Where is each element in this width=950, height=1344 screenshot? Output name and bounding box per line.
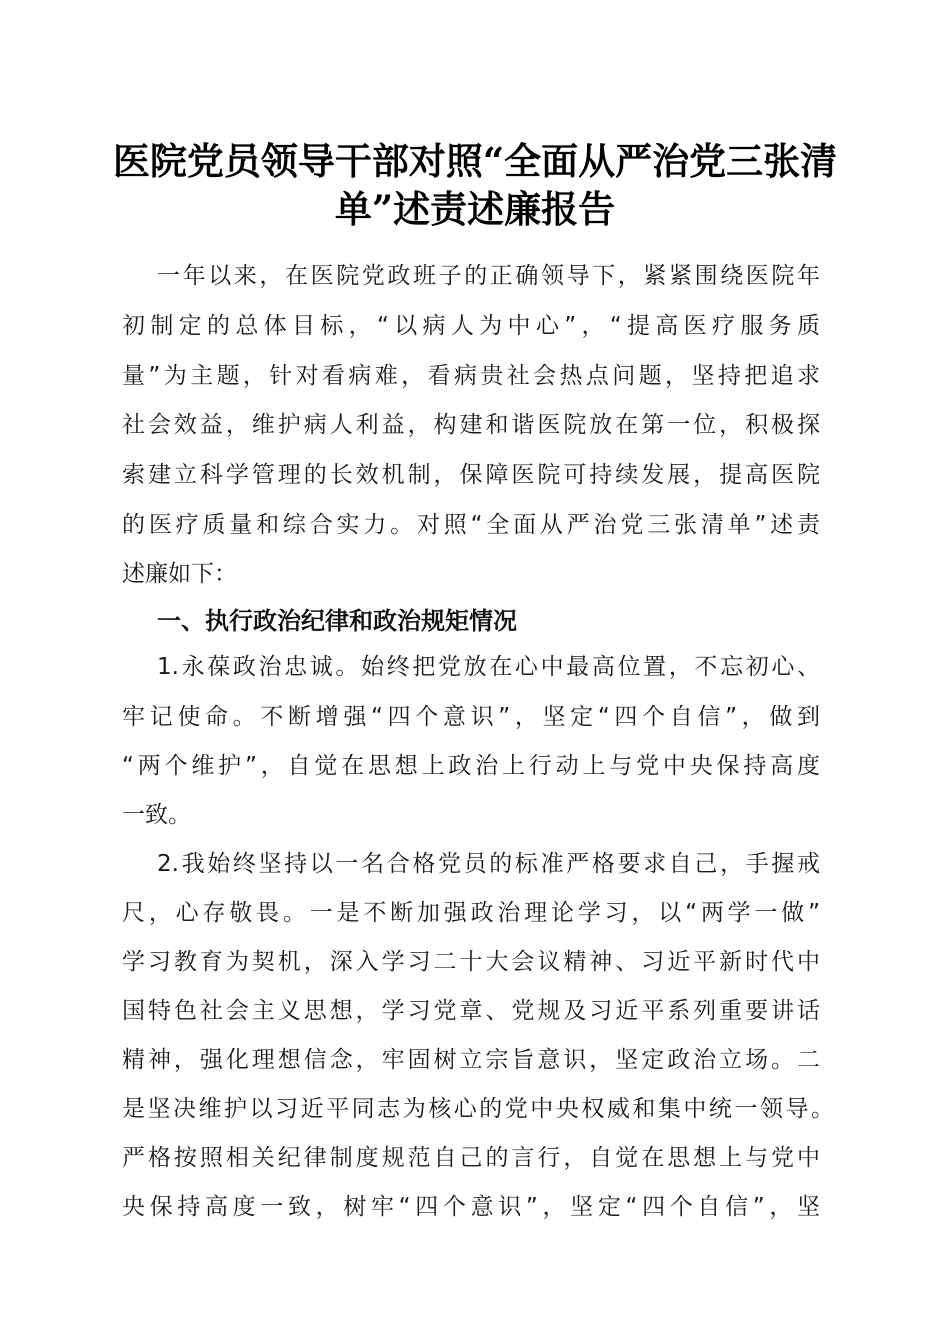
section-heading-1: 一、执行政治纪律和政治规矩情况: [157, 607, 517, 635]
item-2-line: 精神，强化理想信念，牢固树立宗旨意识，坚定政治立场。二: [122, 1047, 820, 1073]
intro-line: 社会效益，维护病人利益，构建和谐医院放在第一位，积极探: [122, 412, 820, 438]
intro-line: 索建立科学管理的长效机制，保障医院可持续发展，提高医院: [122, 462, 820, 488]
item-2-line: 严格按照相关纪律制度规范自己的言行，自觉在思想上与党中: [122, 1145, 820, 1171]
item-2-line: 学习教育为契机，深入学习二十大会议精神、习近平新时代中: [122, 949, 820, 975]
item-1-line: 一致。: [122, 802, 191, 828]
item-2-line: 尺，心存敬畏。一是不断加强政治理论学习，以“两学一做”: [122, 900, 820, 926]
intro-line: 一年以来，在医院党政班子的正确领导下，紧紧围绕医院年: [157, 263, 820, 289]
item-2-line: 国特色社会主义思想，学习党章、党规及习近平系列重要讲话: [122, 998, 820, 1024]
item-1-line: 1.永葆政治忠诚。始终把党放在心中最高位置，不忘初心、: [157, 654, 820, 680]
document-title-line-1: 医院党员领导干部对照“全面从严治党三张清: [112, 139, 838, 183]
intro-line: 量”为主题，针对看病难，看病贵社会热点问题，坚持把追求: [122, 363, 820, 389]
item-2-line: 2.我始终坚持以一名合格党员的标准严格要求自己，手握戒: [157, 851, 820, 877]
intro-line: 初制定的总体目标，“以病人为中心”，“提高医疗服务质: [122, 313, 820, 339]
item-2-line: 是坚决维护以习近平同志为核心的党中央权威和集中统一领导。: [122, 1096, 834, 1122]
item-2-line: 央保持高度一致，树牢“四个意识”，坚定“四个自信”，坚: [122, 1194, 820, 1220]
item-1-line: 牢记使命。不断增强“四个意识”，坚定“四个自信”，做到: [122, 704, 820, 730]
document-title-line-2: 单”述责述廉报告: [334, 187, 616, 231]
intro-line: 的医疗质量和综合实力。对照“全面从严治党三张清单”述责: [122, 512, 820, 538]
item-1-line: “两个维护”，自觉在思想上政治上行动上与党中央保持高度: [122, 753, 820, 779]
intro-line: 述廉如下：: [122, 561, 237, 587]
